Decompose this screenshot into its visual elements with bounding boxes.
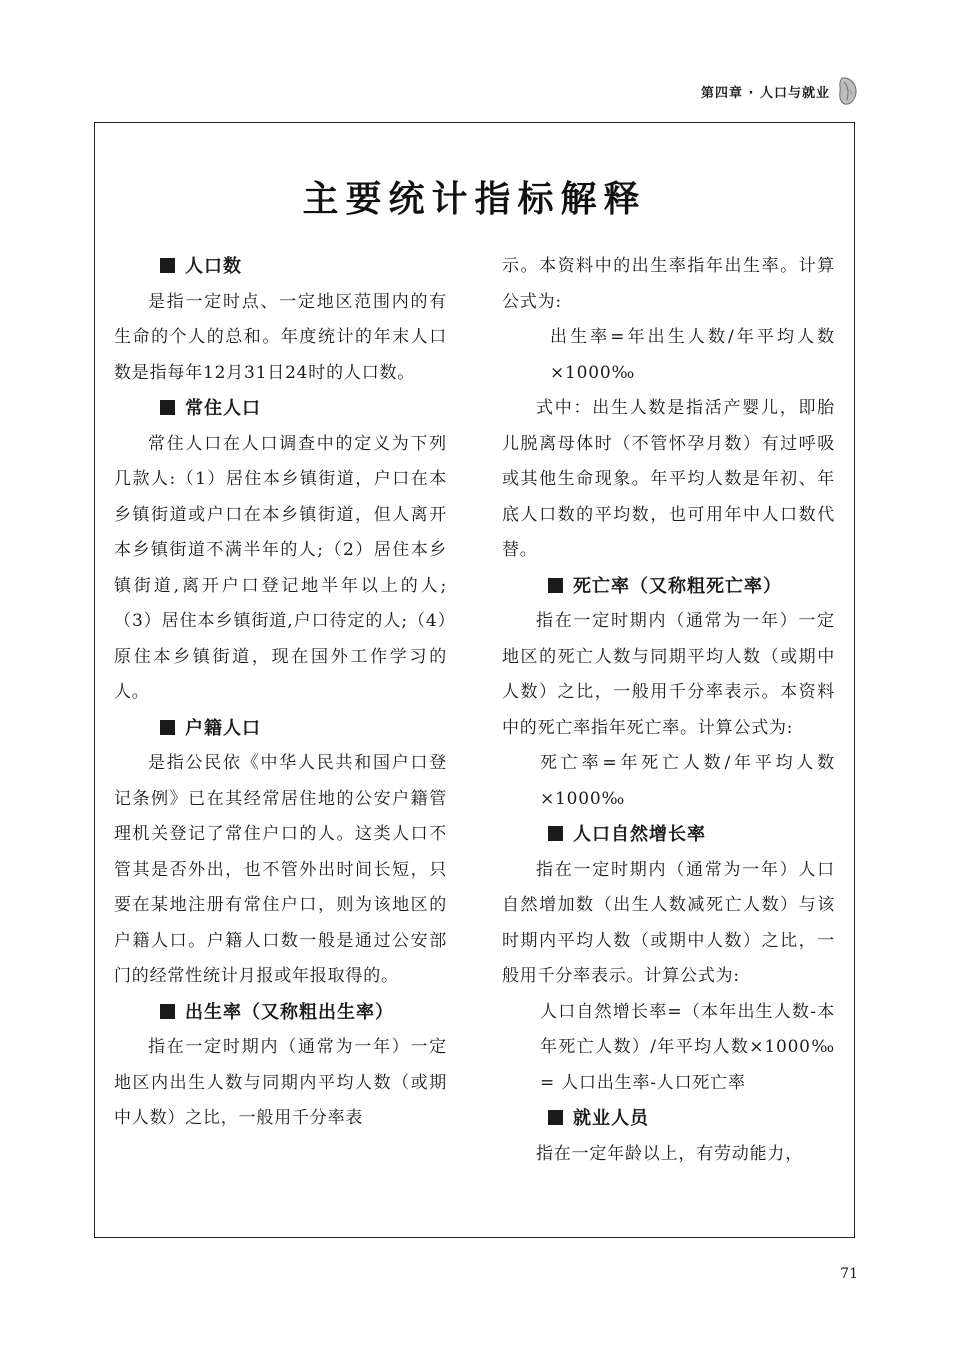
paragraph: 指在一定时期内（通常为一年）人口自然增加数（出生人数减死亡人数）与该时期内平均人数（或期中人数）之比，一般用千分率表示。计算公式为:	[502, 859, 835, 986]
square-bullet-icon	[160, 720, 175, 735]
left-column	[114, 249, 447, 1137]
square-bullet-icon	[548, 826, 563, 841]
section-heading: 户籍人口	[114, 711, 447, 747]
section-heading: 就业人员	[502, 1101, 835, 1137]
formula: 出生率=年出生人数/年平均人数×1000‰	[550, 327, 835, 383]
right-column	[502, 249, 835, 1172]
square-bullet-icon	[548, 1110, 563, 1125]
running-header	[458, 76, 858, 106]
section-heading: 出生率（又称粗出生率）	[114, 995, 447, 1031]
square-bullet-icon	[548, 578, 563, 593]
paragraph: 指在一定年龄以上，有劳动能力，	[536, 1143, 803, 1164]
paragraph: 式中：出生人数是指活产婴儿，即胎儿脱离母体时（不管怀孕月数）有过呼吸或其他生命现象。年平均人数是年初、年底人口数的平均数，也可用年中人口数代替。	[502, 398, 835, 560]
formula: 人口自然增长率=（本年出生人数-本年死亡人数）/年平均人数×1000‰ = 人口出生率-人口死亡率	[540, 1001, 835, 1093]
section-heading: 人口数	[114, 249, 447, 285]
page-title: 主要统计指标解释	[302, 178, 647, 220]
section-heading: 死亡率（又称粗死亡率）	[502, 569, 835, 605]
decorative-leaf-icon	[836, 76, 858, 106]
paragraph: 指在一定时期内（通常为一年）一定地区的死亡人数与同期平均人数（或期中人数）之比，一般用千分率表示。本资料中的死亡率指年死亡率。计算公式为:	[502, 611, 835, 738]
section-heading: 常住人口	[114, 391, 447, 427]
square-bullet-icon	[160, 1004, 175, 1019]
section-heading: 人口自然增长率	[502, 817, 835, 853]
square-bullet-icon	[160, 258, 175, 273]
paragraph: 指在一定时期内（通常为一年）一定地区内出生人数与同期内平均人数（或期中人数）之比，一般用千分率表	[114, 1037, 447, 1128]
paragraph: 常住人口在人口调查中的定义为下列几款人:（1）居住本乡镇街道，户口在本乡镇街道或户口在本乡镇街道，但人离开本乡镇街道不满半年的人;（2）居住本乡镇街道,离开户口登记地半年以上的人;（3）居住本乡镇街道,户口待定的人;（4）原住本乡镇街道，现在国外工作学习的人。	[114, 433, 447, 702]
content-frame	[94, 122, 855, 1238]
paragraph: 是指公民依《中华人民共和国户口登记条例》已在其经常居住地的公安户籍管理机关登记了常住户口的人。这类人口不管其是否外出，也不管外出时间长短，只要在某地注册有常住户口，则为该地区的户籍人口。户籍人口数一般是通过公安部门的经常性统计月报或年报取得的。	[114, 753, 447, 986]
formula: 死亡率=年死亡人数/年平均人数×1000‰	[540, 753, 835, 809]
paragraph: 示。本资料中的出生率指年出生率。计算公式为:	[502, 256, 835, 312]
paragraph: 是指一定时点、一定地区范围内的有生命的个人的总和。年度统计的年末人口数是指每年12月31日24时的人口数。	[114, 291, 447, 383]
square-bullet-icon	[160, 400, 175, 415]
page-number: 71	[840, 1266, 858, 1282]
chapter-header: 第四章 · 人口与就业	[701, 85, 830, 101]
